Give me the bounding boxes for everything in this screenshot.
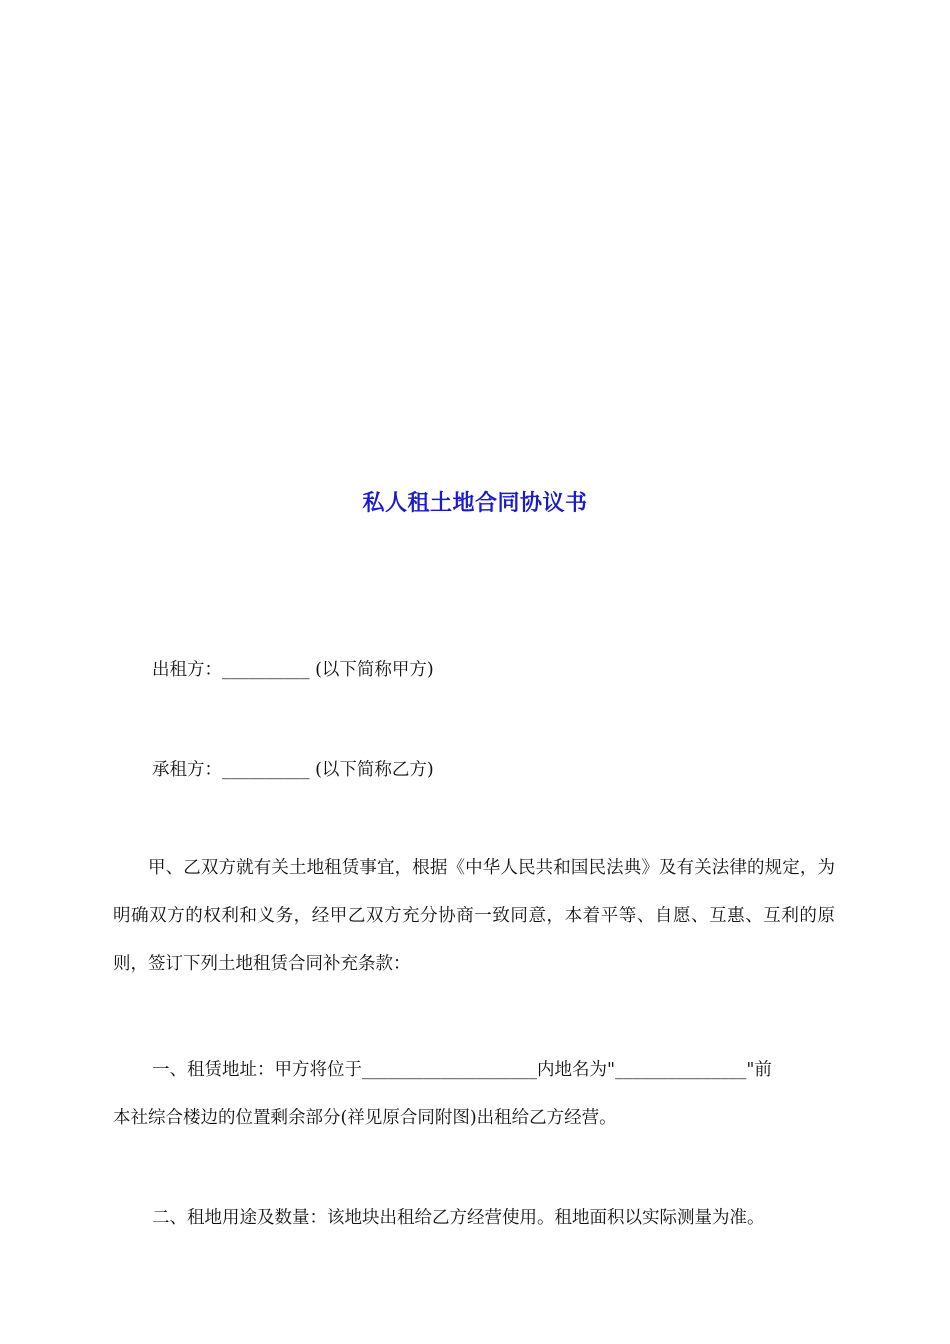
lessor-line [152, 656, 434, 684]
lessor-blank: __________ [222, 660, 310, 680]
clause1-line2: 本社综合楼边的位置剩余部分(祥见原合同附图)出租给乙方经营。 [113, 1108, 617, 1128]
lessor-label: 出租方： [152, 660, 222, 680]
clause1-part2: 内地名为" [537, 1060, 616, 1080]
preamble-paragraph: 甲、乙双方就有关土地租赁事宜，根据《中华人民共和国民法典》及有关法律的规定，为明确双方的权利和义务，经甲乙双方充分协商一致同意，本着平等、自愿、互惠、互利的原则，签订下列土地租赁合同补充条款： [113, 858, 835, 974]
lessee-suffix: (以下简称乙方) [315, 760, 434, 780]
lessee-line [152, 756, 434, 784]
clause1-blank2: _______________ [615, 1060, 747, 1080]
clause1-line1 [152, 1056, 772, 1084]
lessee-label: 承租方： [152, 760, 222, 780]
lessee-blank: __________ [222, 760, 310, 780]
clause1-part1: 一、租赁地址：甲方将位于 [152, 1060, 362, 1080]
clause2-line: 二、租地用途及数量：该地块出租给乙方经营使用。租地面积以实际测量为准。 [152, 1208, 765, 1228]
clause1-blank1: ____________________ [362, 1060, 537, 1080]
document-title: 私人租土地合同协议书 [362, 491, 588, 516]
clause1-part3: "前 [746, 1060, 772, 1080]
lessor-suffix: (以下简称甲方) [315, 660, 434, 680]
